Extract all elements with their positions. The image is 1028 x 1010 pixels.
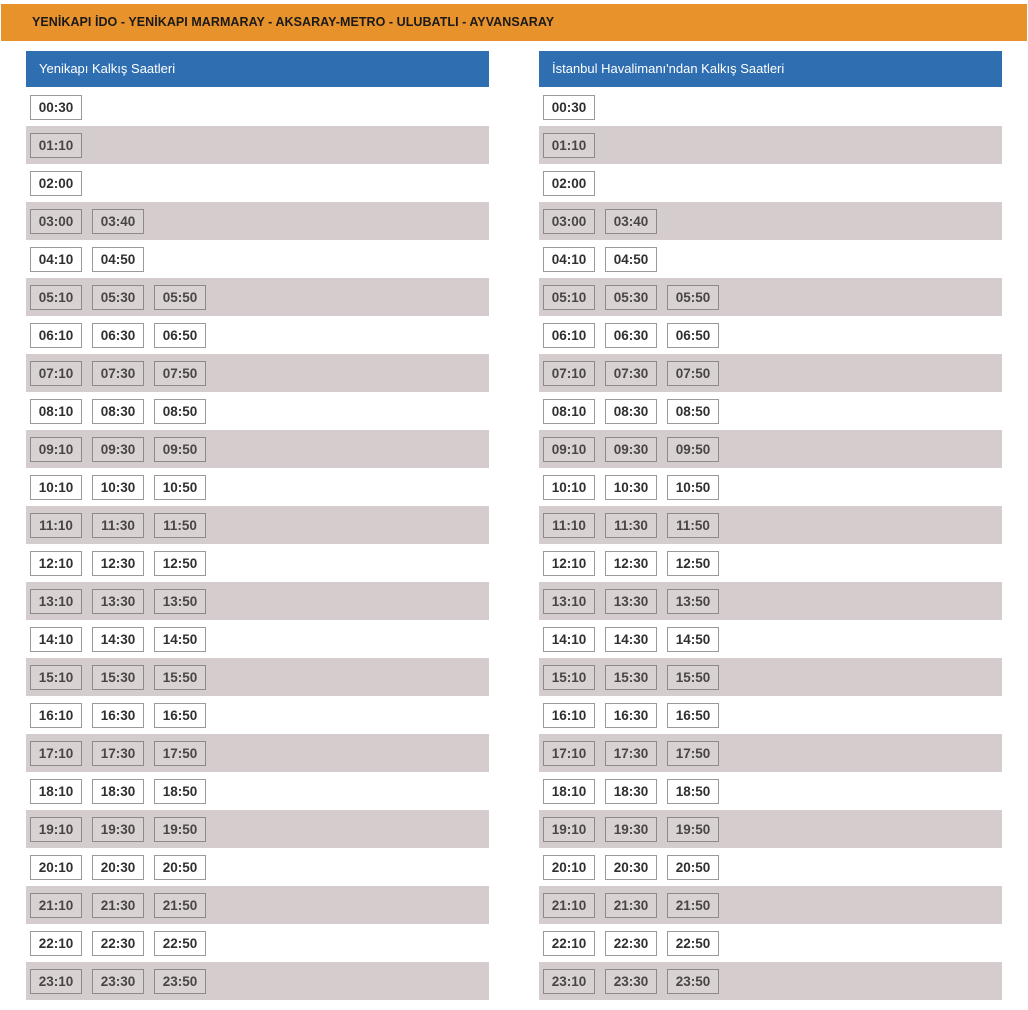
- departure-time[interactable]: 13:30: [605, 589, 657, 614]
- departure-time[interactable]: 08:50: [667, 399, 719, 424]
- schedule-row: [26, 278, 489, 316]
- departure-time[interactable]: 14:10: [543, 627, 595, 652]
- schedule-row: [26, 88, 489, 126]
- schedule-row: [539, 696, 1002, 734]
- departure-time[interactable]: 18:30: [92, 779, 144, 804]
- departure-time[interactable]: 21:10: [543, 893, 595, 918]
- departure-time[interactable]: 23:30: [605, 969, 657, 994]
- departure-time[interactable]: 10:30: [92, 475, 144, 500]
- departure-time[interactable]: 21:30: [92, 893, 144, 918]
- schedule-row: [26, 582, 489, 620]
- schedule-row: [26, 126, 489, 164]
- departure-time[interactable]: 06:30: [605, 323, 657, 348]
- schedule-row: [26, 354, 489, 392]
- departure-time[interactable]: 04:10: [30, 247, 82, 272]
- departure-time[interactable]: 09:50: [667, 437, 719, 462]
- departure-time[interactable]: 20:30: [605, 855, 657, 880]
- departure-time[interactable]: 10:10: [543, 475, 595, 500]
- departure-time[interactable]: 06:50: [154, 323, 206, 348]
- departure-time[interactable]: 18:10: [543, 779, 595, 804]
- departure-time[interactable]: 17:50: [667, 741, 719, 766]
- departure-time[interactable]: 09:10: [543, 437, 595, 462]
- airport-departures-title: İstanbul Havalimanı'ndan Kalkış Saatleri: [539, 51, 1002, 87]
- departure-time[interactable]: 05:50: [154, 285, 206, 310]
- departure-time[interactable]: 20:10: [543, 855, 595, 880]
- departure-time[interactable]: 05:30: [605, 285, 657, 310]
- departure-time[interactable]: 03:00: [30, 209, 82, 234]
- departure-time[interactable]: 17:10: [543, 741, 595, 766]
- departure-time[interactable]: 11:10: [543, 513, 595, 538]
- departure-time[interactable]: 05:10: [30, 285, 82, 310]
- departure-time[interactable]: 16:50: [154, 703, 206, 728]
- schedule-row: [539, 886, 1002, 924]
- schedule-row: [539, 392, 1002, 430]
- departure-time[interactable]: 07:30: [605, 361, 657, 386]
- schedule-row: [539, 924, 1002, 962]
- schedule-row: [539, 772, 1002, 810]
- departure-time[interactable]: 13:30: [92, 589, 144, 614]
- departure-time[interactable]: 16:30: [92, 703, 144, 728]
- schedule-row: [26, 392, 489, 430]
- departure-time[interactable]: 05:30: [92, 285, 144, 310]
- schedule-row: [539, 962, 1002, 1000]
- schedule-row: [26, 468, 489, 506]
- departure-time[interactable]: 11:50: [154, 513, 206, 538]
- departure-time[interactable]: 07:30: [92, 361, 144, 386]
- departure-time[interactable]: 17:30: [605, 741, 657, 766]
- departure-time[interactable]: 03:40: [605, 209, 657, 234]
- departure-time[interactable]: 18:50: [667, 779, 719, 804]
- departure-time[interactable]: 06:50: [667, 323, 719, 348]
- yenikapi-departures-panel: [26, 51, 489, 1000]
- schedule-row: [539, 468, 1002, 506]
- departure-time[interactable]: 18:30: [605, 779, 657, 804]
- departure-time[interactable]: 06:10: [543, 323, 595, 348]
- yenikapi-departures-list: [26, 88, 489, 1000]
- schedule-row: [26, 886, 489, 924]
- schedule-row: [539, 810, 1002, 848]
- departure-time[interactable]: 15:50: [667, 665, 719, 690]
- departure-time[interactable]: 11:10: [30, 513, 82, 538]
- schedule-row: [26, 544, 489, 582]
- departure-time[interactable]: 10:50: [667, 475, 719, 500]
- departure-time[interactable]: 17:30: [92, 741, 144, 766]
- yenikapi-departures-title: Yenikapı Kalkış Saatleri: [26, 51, 489, 87]
- schedule-row: [26, 430, 489, 468]
- departure-time[interactable]: 14:50: [154, 627, 206, 652]
- departure-time[interactable]: 16:10: [543, 703, 595, 728]
- departure-time[interactable]: 08:30: [605, 399, 657, 424]
- departure-time[interactable]: 12:10: [543, 551, 595, 576]
- departure-time[interactable]: 07:10: [30, 361, 82, 386]
- departure-time[interactable]: 16:30: [605, 703, 657, 728]
- schedule-row: [539, 544, 1002, 582]
- departure-time[interactable]: 07:50: [154, 361, 206, 386]
- schedule-row: [539, 278, 1002, 316]
- departure-time[interactable]: 21:50: [667, 893, 719, 918]
- departure-time[interactable]: 14:50: [667, 627, 719, 652]
- schedule-row: [539, 164, 1002, 202]
- departure-time[interactable]: 15:10: [543, 665, 595, 690]
- departure-time[interactable]: 19:50: [667, 817, 719, 842]
- departure-time[interactable]: 20:30: [92, 855, 144, 880]
- departure-time[interactable]: 13:10: [30, 589, 82, 614]
- departure-time[interactable]: 11:30: [605, 513, 657, 538]
- departure-time[interactable]: 20:50: [667, 855, 719, 880]
- departure-time[interactable]: 00:30: [30, 95, 82, 120]
- departure-time[interactable]: 09:30: [605, 437, 657, 462]
- schedule-row: [539, 316, 1002, 354]
- departure-time[interactable]: 01:10: [30, 133, 82, 158]
- departure-time[interactable]: 08:50: [154, 399, 206, 424]
- schedule-row: [26, 164, 489, 202]
- schedule-row: [539, 430, 1002, 468]
- departure-time[interactable]: 09:50: [154, 437, 206, 462]
- departure-time[interactable]: 23:10: [543, 969, 595, 994]
- departure-time[interactable]: 00:30: [543, 95, 595, 120]
- schedule-row: [539, 620, 1002, 658]
- schedule-row: [539, 202, 1002, 240]
- departure-time[interactable]: 10:30: [605, 475, 657, 500]
- schedule-row: [539, 848, 1002, 886]
- departure-time[interactable]: 22:10: [543, 931, 595, 956]
- schedule-row: [26, 772, 489, 810]
- departure-time[interactable]: 07:50: [667, 361, 719, 386]
- schedule-row: [539, 88, 1002, 126]
- departure-time[interactable]: 12:50: [667, 551, 719, 576]
- departure-time[interactable]: 19:30: [92, 817, 144, 842]
- departure-time[interactable]: 11:30: [92, 513, 144, 538]
- schedule-row: [539, 582, 1002, 620]
- departure-time[interactable]: 14:10: [30, 627, 82, 652]
- departure-time[interactable]: 14:30: [92, 627, 144, 652]
- airport-departures-panel: [539, 51, 1002, 1000]
- schedule-row: [539, 734, 1002, 772]
- departure-time[interactable]: 21:50: [154, 893, 206, 918]
- departure-time[interactable]: 23:50: [154, 969, 206, 994]
- departure-time[interactable]: 10:50: [154, 475, 206, 500]
- departure-time[interactable]: 10:10: [30, 475, 82, 500]
- departure-time[interactable]: 22:50: [154, 931, 206, 956]
- airport-departures-list: [539, 88, 1002, 1000]
- departure-time[interactable]: 05:10: [543, 285, 595, 310]
- departure-time[interactable]: 12:10: [30, 551, 82, 576]
- departure-time[interactable]: 12:50: [154, 551, 206, 576]
- departure-time[interactable]: 14:30: [605, 627, 657, 652]
- departure-time[interactable]: 19:10: [543, 817, 595, 842]
- departure-time[interactable]: 04:50: [92, 247, 144, 272]
- departure-time[interactable]: 18:10: [30, 779, 82, 804]
- schedule-row: [26, 924, 489, 962]
- departure-time[interactable]: 18:50: [154, 779, 206, 804]
- departure-time[interactable]: 15:50: [154, 665, 206, 690]
- departure-time[interactable]: 21:10: [30, 893, 82, 918]
- departure-time[interactable]: 09:10: [30, 437, 82, 462]
- departure-time[interactable]: 19:30: [605, 817, 657, 842]
- schedule-row: [26, 848, 489, 886]
- departure-time[interactable]: 17:10: [30, 741, 82, 766]
- departure-time[interactable]: 04:50: [605, 247, 657, 272]
- departure-time[interactable]: 06:10: [30, 323, 82, 348]
- schedule-row: [26, 658, 489, 696]
- departure-time[interactable]: 22:10: [30, 931, 82, 956]
- departure-time[interactable]: 07:10: [543, 361, 595, 386]
- departure-time[interactable]: 08:10: [30, 399, 82, 424]
- departure-time[interactable]: 03:40: [92, 209, 144, 234]
- departure-time[interactable]: 21:30: [605, 893, 657, 918]
- departure-time[interactable]: 19:10: [30, 817, 82, 842]
- schedule-row: [26, 240, 489, 278]
- departure-time[interactable]: 22:50: [667, 931, 719, 956]
- departure-time[interactable]: 16:50: [667, 703, 719, 728]
- departure-time[interactable]: 04:10: [543, 247, 595, 272]
- route-title: YENİKAPI İDO - YENİKAPI MARMARAY - AKSARAY-METRO - ULUBATLI - AYVANSARAY: [1, 4, 1027, 41]
- schedule-row: [26, 202, 489, 240]
- departure-time[interactable]: 11:50: [667, 513, 719, 538]
- schedule-row: [26, 962, 489, 1000]
- departure-time[interactable]: 22:30: [605, 931, 657, 956]
- departure-time[interactable]: 16:10: [30, 703, 82, 728]
- departure-time[interactable]: 09:30: [92, 437, 144, 462]
- departure-time[interactable]: 01:10: [543, 133, 595, 158]
- schedule-row: [539, 126, 1002, 164]
- departure-time[interactable]: 06:30: [92, 323, 144, 348]
- departure-time[interactable]: 03:00: [543, 209, 595, 234]
- departure-time[interactable]: 12:30: [92, 551, 144, 576]
- departure-time[interactable]: 23:10: [30, 969, 82, 994]
- departure-time[interactable]: 20:50: [154, 855, 206, 880]
- schedule-row: [539, 506, 1002, 544]
- schedule-row: [26, 316, 489, 354]
- departure-time[interactable]: 02:00: [543, 171, 595, 196]
- schedule-row: [539, 354, 1002, 392]
- departure-time[interactable]: 23:50: [667, 969, 719, 994]
- schedule-row: [539, 658, 1002, 696]
- departure-time[interactable]: 08:10: [543, 399, 595, 424]
- departure-time[interactable]: 13:50: [154, 589, 206, 614]
- schedule-row: [26, 810, 489, 848]
- departure-time[interactable]: 12:30: [605, 551, 657, 576]
- departure-time[interactable]: 02:00: [30, 171, 82, 196]
- schedule-row: [26, 506, 489, 544]
- departure-time[interactable]: 08:30: [92, 399, 144, 424]
- departure-time[interactable]: 22:30: [92, 931, 144, 956]
- schedule-row: [26, 696, 489, 734]
- schedule-row: [26, 620, 489, 658]
- departure-time[interactable]: 15:30: [605, 665, 657, 690]
- departure-time[interactable]: 13:10: [543, 589, 595, 614]
- departure-time[interactable]: 20:10: [30, 855, 82, 880]
- departure-time[interactable]: 23:30: [92, 969, 144, 994]
- departure-time[interactable]: 13:50: [667, 589, 719, 614]
- departure-time[interactable]: 05:50: [667, 285, 719, 310]
- schedule-row: [26, 734, 489, 772]
- departure-time[interactable]: 19:50: [154, 817, 206, 842]
- departure-time[interactable]: 15:30: [92, 665, 144, 690]
- schedule-row: [539, 240, 1002, 278]
- departure-time[interactable]: 17:50: [154, 741, 206, 766]
- departure-time[interactable]: 15:10: [30, 665, 82, 690]
